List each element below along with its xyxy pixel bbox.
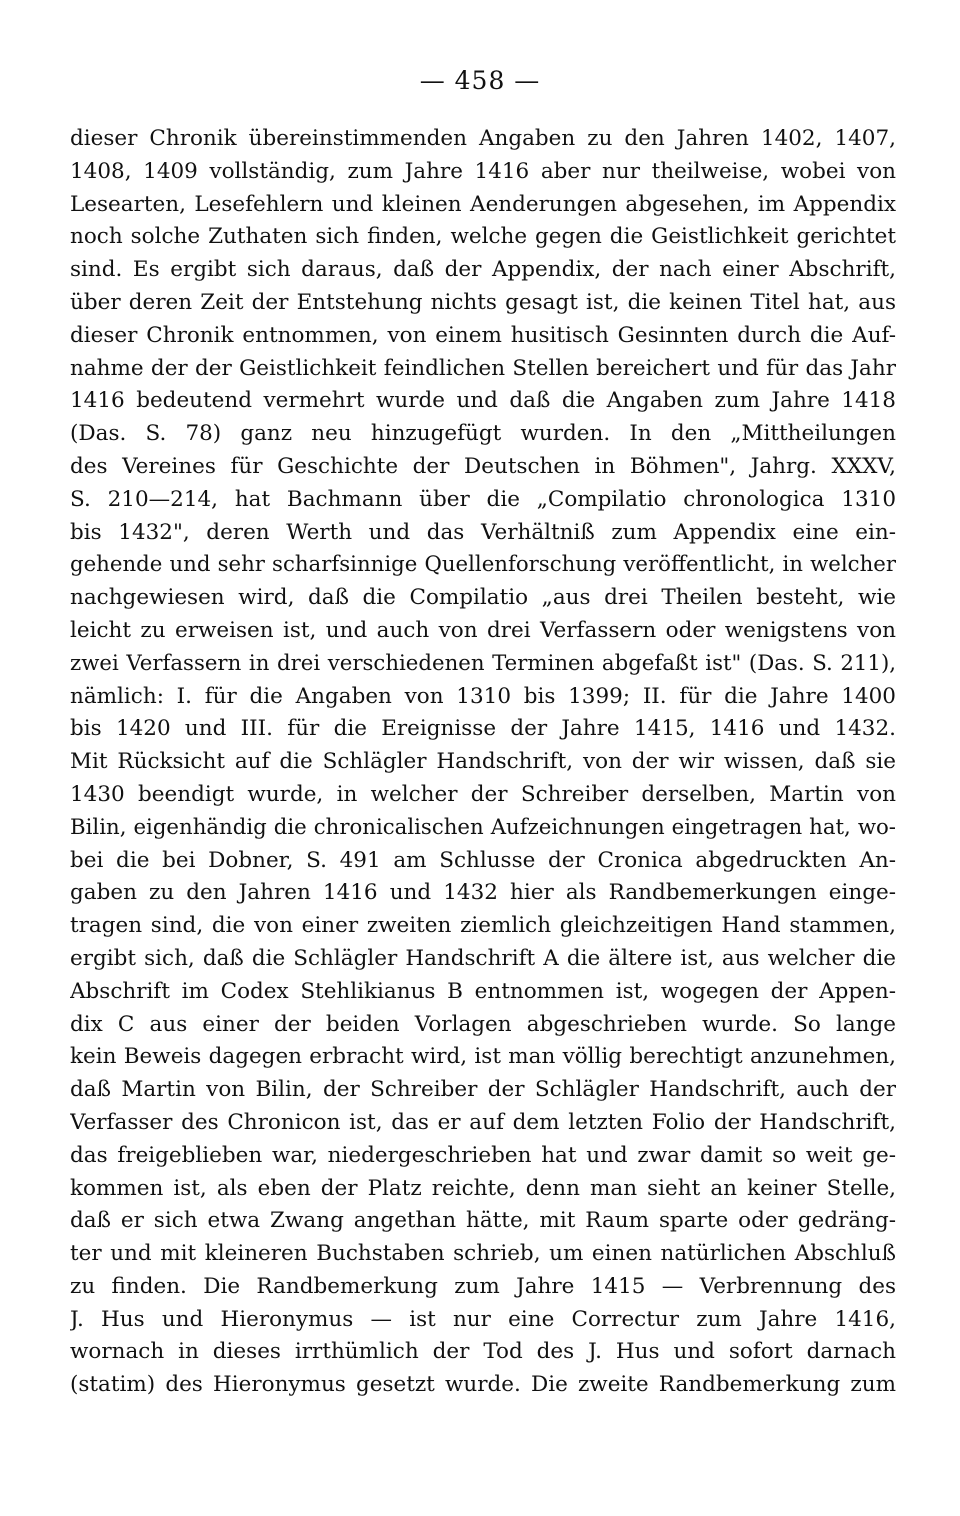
text-line: des Vereines für Geschichte der Deutschen in Böhmen", Jahrg. XXXV, bbox=[70, 453, 896, 479]
text-line: bis 1420 und III. für die Ereignisse der Jahre 1415, 1416 und 1432. bbox=[70, 716, 896, 742]
text-line: (Das. S. 78) ganz neu hinzugefügt wurden. In den „Mittheilungen bbox=[70, 421, 896, 447]
text-line: dix C aus einer der beiden Vorlagen abgeschrieben wurde. So lange bbox=[70, 1011, 896, 1037]
text-line: über deren Zeit der Entstehung nichts gesagt ist, die keinen Titel hat, aus bbox=[70, 289, 896, 315]
text-line: ter und mit kleineren Buchstaben schrieb, um einen natürlichen Abschluß bbox=[70, 1241, 896, 1267]
text-line: noch solche Zuthaten sich finden, welche gegen die Geistlichkeit gerichtet bbox=[70, 224, 896, 250]
text-line: gaben zu den Jahren 1416 und 1432 hier als Randbemerkungen einge- bbox=[70, 880, 896, 906]
text-line: das freigeblieben war, niedergeschrieben hat und zwar damit so weit ge- bbox=[70, 1142, 896, 1168]
text-line: Verfasser des Chronicon ist, das er auf dem letzten Folio der Handschrift, bbox=[70, 1109, 896, 1135]
page-number: — 458 — bbox=[419, 66, 541, 95]
text-line: 1430 beendigt wurde, in welcher der Schreiber derselben, Martin von bbox=[70, 781, 896, 807]
text-line: kommen ist, als eben der Platz reichte, denn man sieht an keiner Stelle, bbox=[70, 1175, 896, 1201]
text-line: bei die bei Dobner, S. 491 am Schlusse der Cronica abgedruckten An- bbox=[70, 847, 896, 873]
body-text bbox=[70, 123, 896, 1402]
text-line: bis 1432", deren Werth und das Verhältniß zum Appendix eine ein- bbox=[70, 519, 896, 545]
text-line: S. 210—214, hat Bachmann über die „Compilatio chronologica 1310 bbox=[70, 486, 896, 512]
text-line: nachgewiesen wird, daß die Compilatio „aus drei Theilen besteht, wie bbox=[70, 585, 896, 611]
text-line: kein Beweis dagegen erbracht wird, ist man völlig berechtigt anzunehmen, bbox=[70, 1044, 896, 1070]
text-line: Bilin, eigenhändig die chronicalischen Aufzeichnungen eingetragen hat, wo- bbox=[70, 814, 896, 840]
text-line: 1416 bedeutend vermehrt wurde und daß die Angaben zum Jahre 1418 bbox=[70, 388, 896, 414]
text-line: Mit Rücksicht auf die Schlägler Handschrift, von der wir wissen, daß sie bbox=[70, 749, 896, 775]
text-line: daß er sich etwa Zwang angethan hätte, mit Raum sparte oder gedräng- bbox=[70, 1208, 896, 1234]
text-line: daß Martin von Bilin, der Schreiber der Schlägler Handschrift, auch der bbox=[70, 1077, 896, 1103]
text-line: nämlich: I. für die Angaben von 1310 bis 1399; II. für die Jahre 1400 bbox=[70, 683, 896, 709]
text-line: gehende und sehr scharfsinnige Quellenforschung veröffentlicht, in welcher bbox=[70, 552, 896, 578]
text-line: sind. Es ergibt sich daraus, daß der Appendix, der nach einer Abschrift, bbox=[70, 257, 896, 283]
text-line: wornach in dieses irrthümlich der Tod des J. Hus und sofort darnach bbox=[70, 1339, 896, 1365]
text-line: zwei Verfassern in drei verschiedenen Terminen abgefaßt ist" (Das. S. 211), bbox=[70, 650, 896, 676]
text-line: dieser Chronik übereinstimmenden Angaben zu den Jahren 1402, 1407, bbox=[70, 126, 896, 151]
text-line: tragen sind, die von einer zweiten ziemlich gleichzeitigen Hand stammen, bbox=[70, 913, 896, 939]
text-line: J. Hus und Hieronymus — ist nur eine Correctur zum Jahre 1416, bbox=[70, 1306, 896, 1332]
text-line: Lesearten, Lesefehlern und kleinen Aenderungen abgesehen, im Appendix bbox=[70, 191, 896, 217]
text-line: nahme der der Geistlichkeit feindlichen Stellen bereichert und für das Jahr bbox=[70, 355, 896, 381]
text-line: zu finden. Die Randbemerkung zum Jahre 1415 — Verbrennung des bbox=[70, 1273, 896, 1299]
text-line: dieser Chronik entnommen, von einem husitisch Gesinnten durch die Auf- bbox=[70, 322, 896, 348]
text-line: (statim) des Hieronymus gesetzt wurde. Die zweite Randbemerkung zum bbox=[70, 1372, 896, 1398]
text-line: 1408, 1409 vollständig, zum Jahre 1416 aber nur theilweise, wobei von bbox=[70, 158, 896, 184]
text-line: Abschrift im Codex Stehlikianus B entnommen ist, wogegen der Appen- bbox=[70, 978, 896, 1004]
text-line: leicht zu erweisen ist, und auch von drei Verfassern oder wenigstens von bbox=[70, 617, 896, 643]
text-line: ergibt sich, daß die Schlägler Handschrift A die ältere ist, aus welcher die bbox=[70, 945, 896, 971]
